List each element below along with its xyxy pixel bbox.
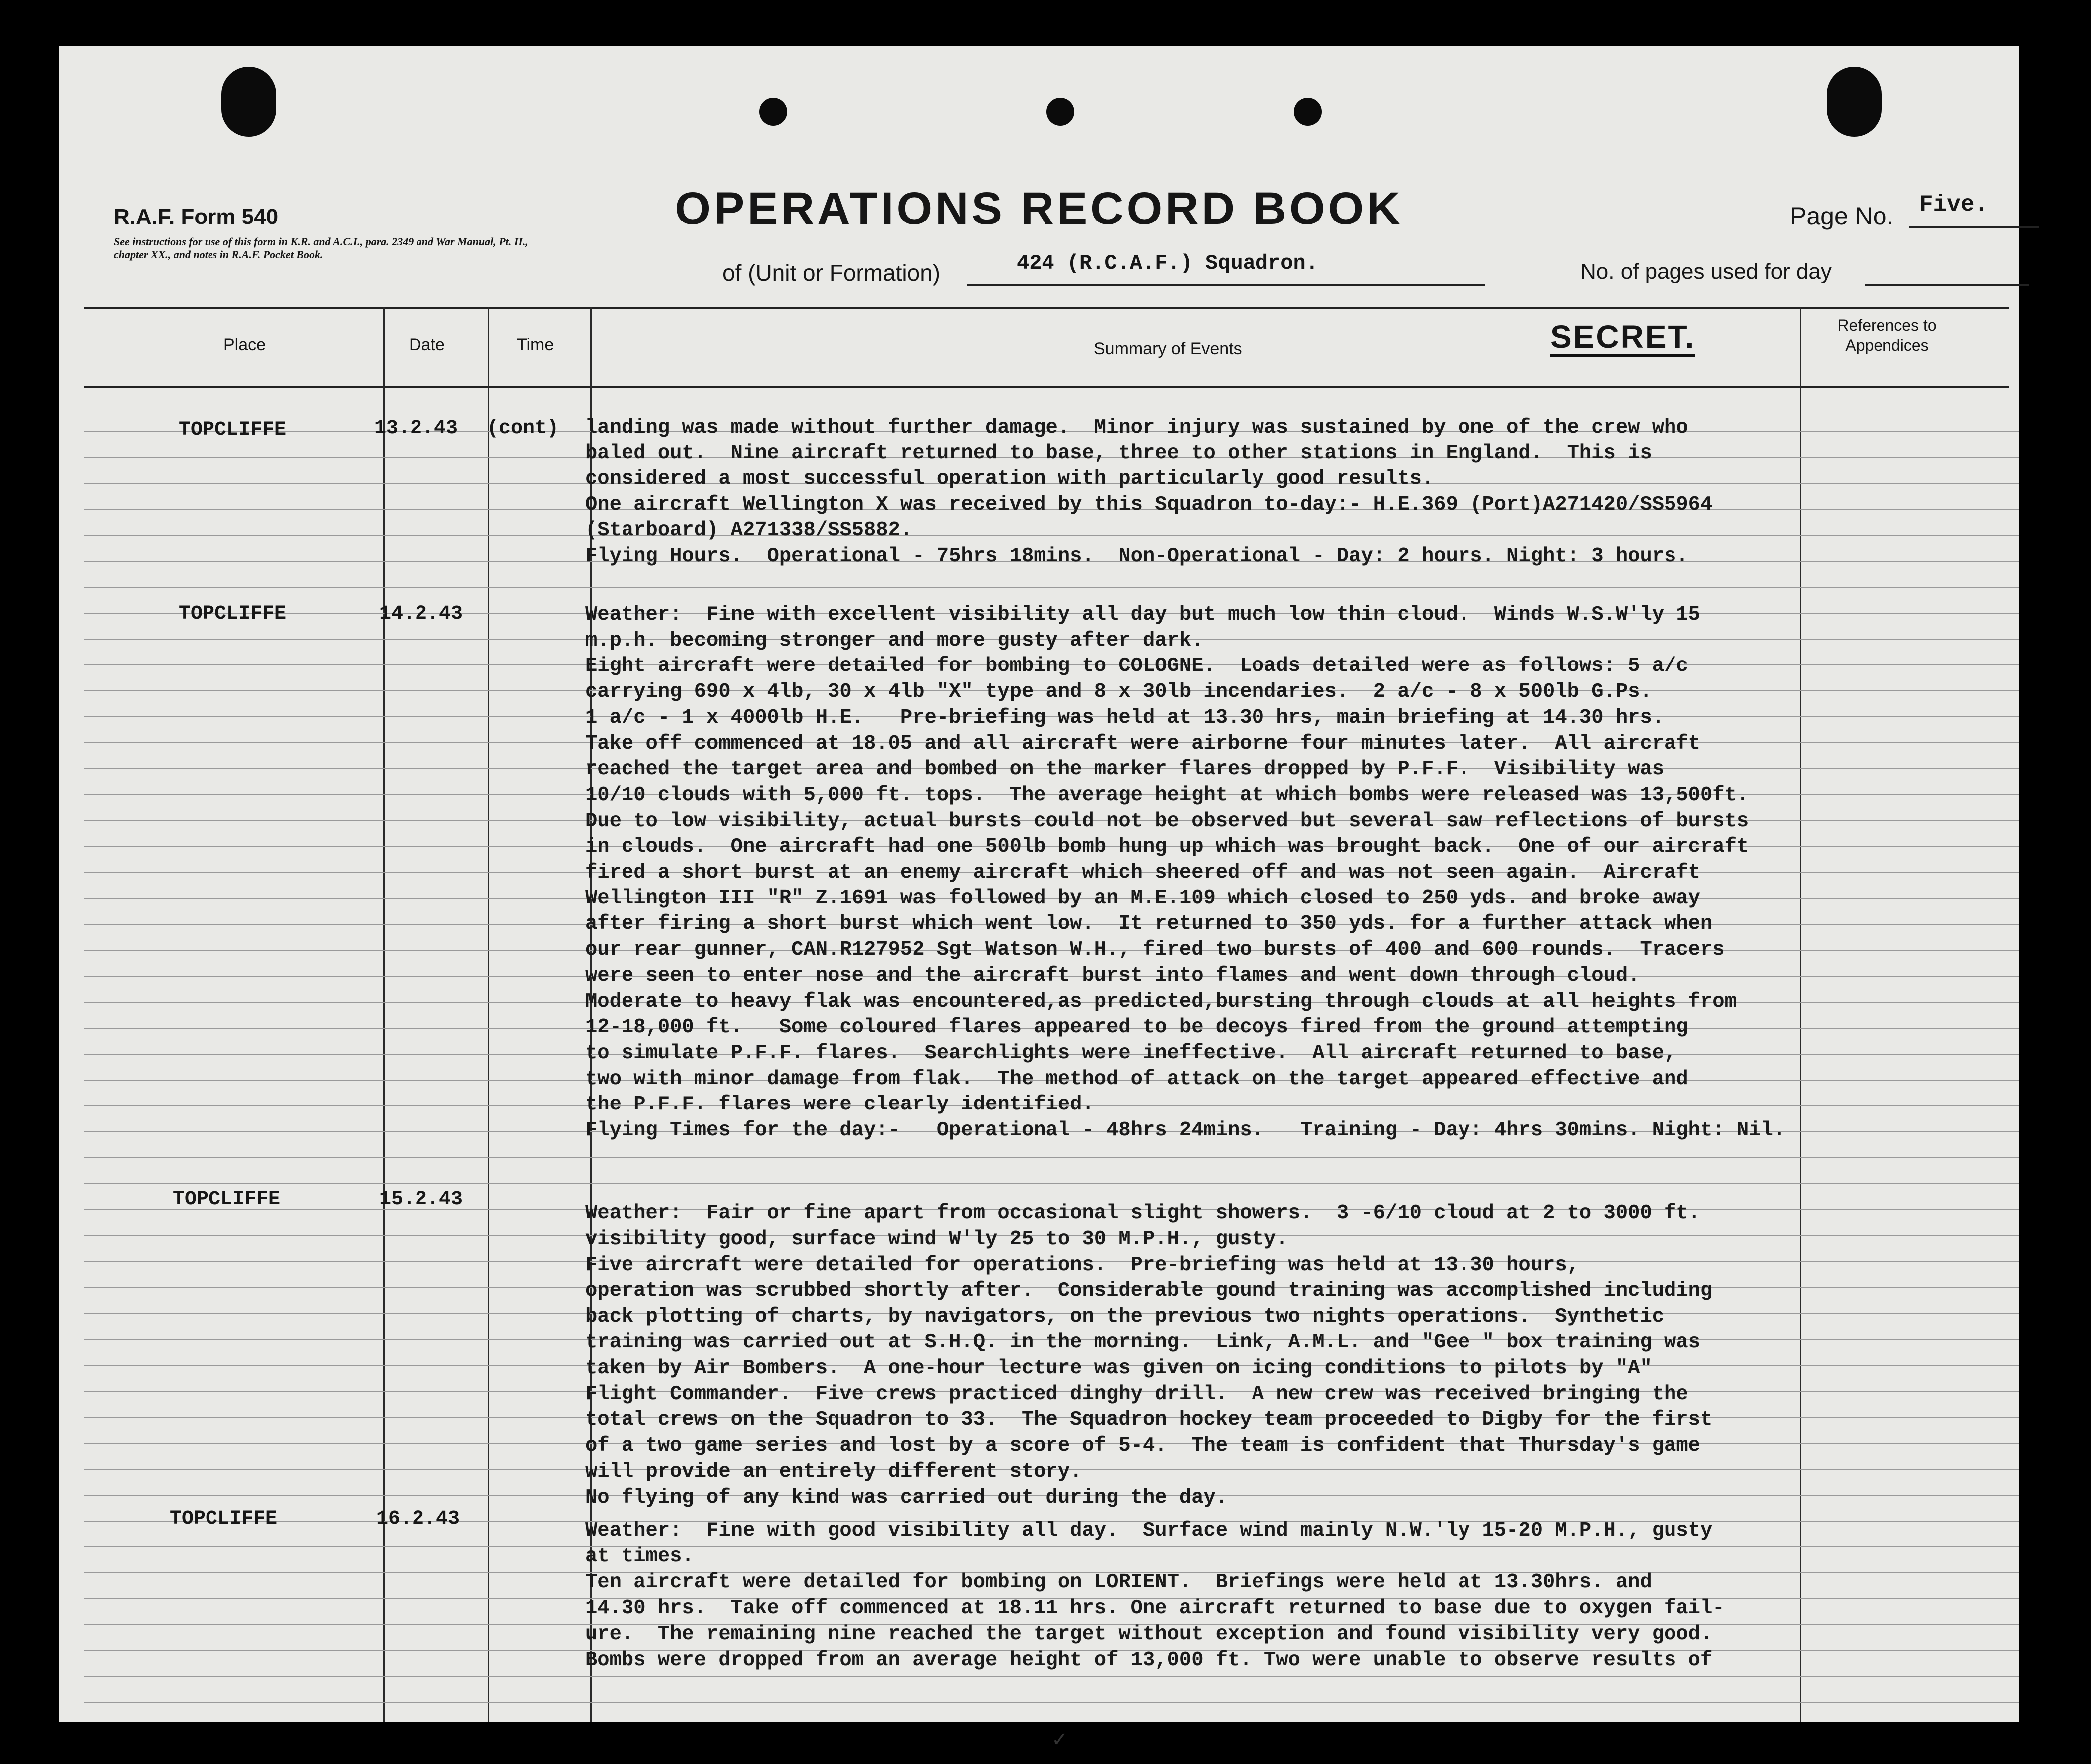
page-number-line: [1909, 226, 2039, 228]
page-title: OPERATIONS RECORD BOOK: [675, 183, 1403, 234]
classification-stamp: SECRET.: [1550, 319, 1695, 357]
pages-used-line: [1865, 284, 2029, 286]
form-number: R.A.F. Form 540: [114, 205, 279, 229]
entry-summary: Weather: Fine with good visibility all day. Surface wind mainly N.W.'ly 15-20 M.P.H., gusty at times. Ten aircraft were detailed for bombing on LORIENT. Briefings were held at 13.30hrs. and 14.30 hrs. Take off commenced at 18.11 hrs. One aircraft returned to base due to oxygen fail- ure. The remaining nine reached the target without exception and found visibility very good. Bombs were dropped from an average height of 13,000 ft. Two were unable to observe results of: [585, 1519, 1725, 1672]
entry-place: TOPCLIFFE: [179, 419, 287, 441]
column-header-summary: Summary of Events: [1094, 339, 1242, 358]
ruled-line: [84, 1702, 2019, 1703]
unit-value: 424 (R.C.A.F.) Squadron.: [1017, 251, 1318, 275]
check-mark: ✓: [1051, 1728, 1068, 1751]
binder-hole-left: [221, 67, 276, 137]
column-header-place: Place: [223, 335, 266, 354]
entry-date: 13.2.43: [374, 417, 458, 440]
column-header-references: References to Appendices: [1837, 316, 1937, 354]
unit-label: of (Unit or Formation): [722, 260, 941, 286]
ruled-line: [84, 1676, 2019, 1677]
binder-hole-center-right: [1294, 98, 1322, 126]
binder-hole-center-mid: [1046, 98, 1074, 126]
entry-place: TOPCLIFFE: [173, 1188, 281, 1211]
form-instructions: See instructions for use of this form in K.R. and A.C.I., para. 2349 and War Manual, Pt. II., chapter XX., and notes in R.A.F. Pocket Book.: [114, 235, 528, 261]
binder-hole-right: [1827, 67, 1882, 137]
entry-date: 14.2.43: [379, 603, 463, 625]
page-number-value: Five.: [1919, 192, 1989, 218]
unit-line: [967, 284, 1485, 286]
entry-summary: landing was made without further damage. Minor injury was sustained by one of the crew who baled out. Nine aircraft returned to base, three to other stations in England. This is considered a most successful operation with particularly good results. One aircraft Wellington X was received by this Squadron to-day:- H.E.369 (Port)A271420/SS5964 (Starboard) A271338/SS5882. Flying Hours. Operational - 75hrs 18mins. Non-Operational - Day: 2 hours. Night: 3 hours.: [585, 416, 1713, 568]
table-header-border: [84, 386, 2009, 388]
column-divider-date: [488, 307, 489, 1722]
pages-used-label: No. of pages used for day: [1580, 259, 1832, 284]
column-header-time: Time: [517, 335, 554, 354]
entry-summary: Weather: Fine with excellent visibility all day but much low thin cloud. Winds W.S.W'ly 15 m.p.h. becoming stronger and more gusty after dark. Eight aircraft were detailed for bombing to COLOGNE. Loads detailed were as follows: 5 a/c carrying 690 x 4lb, 30 x 4lb "X" type and 8 x 30lb incendaries. 2 a/c - 8 x 500lb G.Ps. 1 a/c - 1 x 4000lb H.E. Pre-briefing was held at 13.30 hrs, main briefing at 14.30 hrs. Take off commenced at 18.05 and all aircraft were airborne four minutes later. All aircraft reached the target area and bombed on the marker flares dropped by P.F.F. Visibility was 10/10 clouds with 5,000 ft. tops. The average height at which bombs were released was 13,500ft. Due to low visibility, actual bursts could not be observed but several saw reflections of bursts in clouds. One aircraft had one 500lb bomb hung up which was brought back. One of our aircraft fired a short burst at an enemy aircraft which sheered off and was not seen again. Aircraft Wellington III "R" Z.1691 was followed by an M.E.109 which closed to 250 yds. and broke away after firing a short burst which went low. It returned to 350 yds. for a further attack when our rear gunner, CAN.R127952 Sgt Watson W.H., fired two bursts of 400 and 600 rounds. Tracers were seen to enter nose and the aircraft burst into flames and went down through cloud. Moderate to heavy flak was encountered,as predicted,bursting through clouds at all heights from 12-18,000 ft. Some coloured flares appeared to be decoys fired from the ground attempting to simulate P.F.F. flares. Searchlights were ineffective. All aircraft returned to base, two with minor damage from flak. The method of attack on the target appeared effective and the P.F.F. flares were clearly identified. Flying Times for the day:- Operational - 48hrs 24mins. Training - Day: 4hrs 30mins. Night: Nil.: [585, 603, 1786, 1142]
entry-place: TOPCLIFFE: [170, 1508, 278, 1530]
table-top-border: [84, 307, 2009, 309]
entry-place: TOPCLIFFE: [179, 603, 287, 625]
entry-time: (cont): [487, 417, 559, 440]
record-sheet: [59, 46, 2019, 1751]
ruled-line: [84, 587, 2019, 588]
entry-date: 16.2.43: [376, 1508, 460, 1530]
page-number-label: Page No.: [1790, 202, 1894, 230]
column-header-date: Date: [409, 335, 445, 354]
ruled-line: [84, 1183, 2019, 1184]
entry-summary: Weather: Fair or fine apart from occasional slight showers. 3 -6/10 cloud at 2 to 3000 ft. visibility good, surface wind W'ly 25 to 30 M.P.H., gusty. Five aircraft were detailed for operations. Pre-briefing was held at 13.30 hours, operation was scrubbed shortly after. Considerable gound training was accomplished including back plotting of charts, by navigators, on the previous two nights operations. Synthetic training was carried out at S.H.Q. in the morning. Link, A.M.L. and "Gee " box training was taken by Air Bombers. A one-hour lecture was given on icing conditions to pilots by "A" Flight Commander. Five crews practiced dinghy drill. A new crew was received bringing the total crews on the Squadron to 33. The Squadron hockey team proceeded to Digby for the first of a two game series and lost by a score of 5-4. The team is confident that Thursday's game will provide an entirely different story. No flying of any kind was carried out during the day.: [585, 1202, 1713, 1509]
ruled-line: [84, 1157, 2019, 1158]
binder-hole-center-left: [759, 98, 787, 126]
entry-date: 15.2.43: [379, 1188, 463, 1211]
